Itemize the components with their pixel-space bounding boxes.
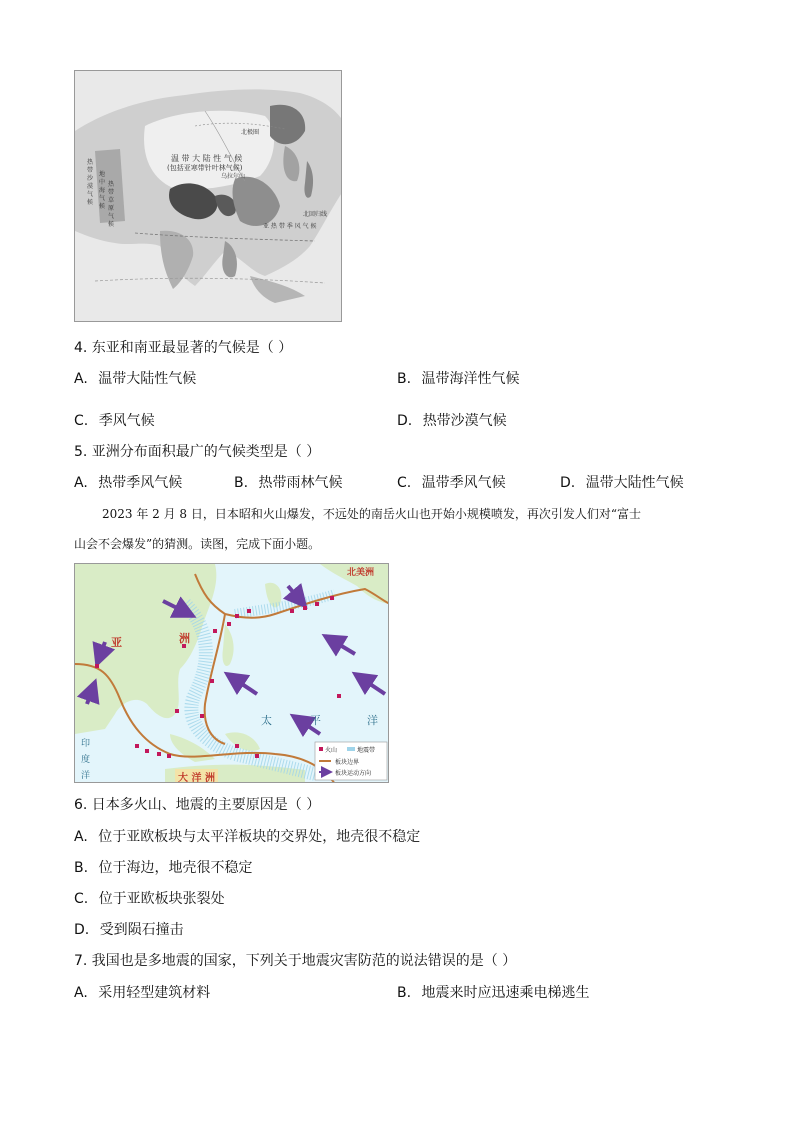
plate-tectonics-map: [74, 563, 389, 783]
label-asia-1: 亚: [111, 636, 122, 649]
label-pacific-3: 洋: [367, 714, 378, 727]
option-text: 采用轻型建筑材料: [98, 985, 211, 1001]
option-letter: A.: [74, 371, 88, 387]
option-text: 热带季风气候: [98, 475, 183, 491]
option-text: 位于亚欧板块张裂处: [98, 891, 225, 907]
q7-option-b[interactable]: [397, 983, 590, 1003]
option-text: 位于海边，地壳很不稳定: [98, 860, 253, 876]
option-text: 地震来时应迅速乘电梯逃生: [421, 985, 590, 1001]
option-text: 位于亚欧板块与太平洋板块的交界处，地壳很不稳定: [98, 829, 421, 845]
option-letter: B.: [234, 475, 249, 491]
label-subtropical-monsoon: 亚 热 带 季 风 气 候: [263, 223, 317, 230]
label-subarctic: (包括亚寒带针叶林气候): [167, 164, 243, 172]
label-pacific-2: 平: [310, 714, 321, 727]
q6-option-d[interactable]: [74, 920, 184, 940]
label-indian-2: 度: [81, 755, 91, 765]
option-letter: B.: [397, 371, 412, 387]
q5-option-d[interactable]: [560, 473, 684, 493]
q4-option-b[interactable]: [397, 369, 520, 389]
q5-option-c[interactable]: [397, 473, 506, 493]
option-letter: D.: [74, 922, 90, 938]
option-text: 热带雨林气候: [258, 475, 343, 491]
q5-option-b[interactable]: [234, 473, 343, 493]
label-west-2: 地中海气候: [99, 171, 106, 210]
label-asia-2: 洲: [179, 632, 190, 645]
question-4: 4. 东亚和南亚最显著的气候是（ ）: [74, 340, 293, 356]
label-west-1: 热带沙漠气候: [87, 159, 94, 206]
legend-motion: 板块运动方向: [335, 770, 372, 777]
option-text: 热带沙漠气候: [422, 413, 507, 429]
option-letter: D.: [560, 475, 576, 491]
q5-option-a[interactable]: [74, 473, 182, 493]
plate-map-graphic: [75, 564, 389, 783]
option-text: 温带大陆性气候: [585, 475, 684, 491]
option-letter: B.: [397, 985, 412, 1001]
passage-line-2: 山会不会爆发”的猜测。读图，完成下面小题。: [74, 537, 321, 551]
q4-option-c[interactable]: [74, 411, 155, 431]
label-north-america: 北美洲: [347, 568, 375, 578]
option-letter: C.: [74, 891, 89, 907]
label-west-3: 热带草原气候: [108, 181, 115, 228]
option-text: 温带大陆性气候: [98, 371, 197, 387]
label-ural: 乌拉尔山: [221, 173, 246, 180]
option-letter: B.: [74, 860, 89, 876]
label-indian-3: 洋: [81, 771, 91, 781]
option-text: 受到陨石撞击: [99, 922, 184, 938]
label-indian-1: 印: [81, 739, 91, 749]
question-6: 6. 日本多火山、地震的主要原因是（ ）: [74, 797, 321, 813]
asia-climate-map: [74, 70, 342, 322]
question-7: 7. 我国也是多地震的国家，下列关于地震灾害防范的说法错误的是（ ）: [74, 953, 517, 969]
option-letter: D.: [397, 413, 413, 429]
option-text: 温带海洋性气候: [421, 371, 520, 387]
q4-option-a[interactable]: [74, 369, 196, 389]
label-pacific-1: 太: [261, 714, 272, 727]
q7-option-a[interactable]: [74, 983, 210, 1003]
q6-option-c[interactable]: [74, 889, 225, 909]
option-text: 季风气候: [98, 413, 155, 429]
label-tropic: 北回归线: [303, 211, 328, 218]
passage-line-1: 2023 年 2 月 8 日，日本昭和火山爆发，不远处的南岳火山也开始小规模喷发，再次引发人们对“富士: [102, 507, 642, 521]
label-arctic-circle: 北极圈: [241, 129, 260, 136]
question-5: 5. 亚洲分布面积最广的气候类型是（ ）: [74, 444, 321, 460]
label-oceania: 大 洋 洲: [175, 769, 218, 783]
q4-option-d[interactable]: [397, 411, 507, 431]
option-letter: C.: [397, 475, 412, 491]
option-letter: C.: [74, 413, 89, 429]
legend-volcano: 火山: [325, 747, 338, 754]
label-temperate-continental: 温 带 大 陆 性 气 候: [171, 154, 243, 163]
q6-option-b[interactable]: [74, 858, 253, 878]
option-letter: A.: [74, 829, 88, 845]
option-text: 温带季风气候: [421, 475, 506, 491]
option-letter: A.: [74, 475, 88, 491]
legend-quake: 地震带: [357, 747, 376, 754]
option-letter: A.: [74, 985, 88, 1001]
q6-option-a[interactable]: [74, 827, 420, 847]
legend-boundary: 板块边界: [335, 759, 360, 766]
